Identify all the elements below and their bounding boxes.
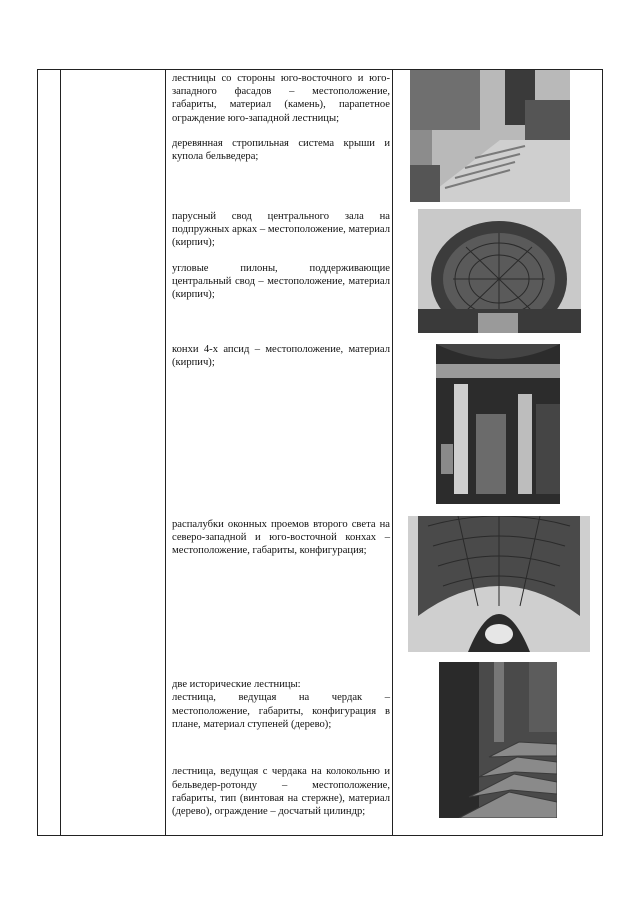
spiral-staircase-photo — [439, 662, 557, 818]
table-row-text — [172, 518, 390, 558]
table-row-text — [172, 210, 390, 301]
column-divider — [60, 70, 61, 835]
paragraph: парусный свод центрального зала на подпружных арках – местоположение, материал (кирпич); — [172, 211, 390, 249]
column-divider — [165, 70, 166, 835]
apse-columns-photo — [436, 344, 560, 504]
coffered-dome-photo — [418, 209, 581, 333]
paragraph: лестницы со стороны юго-восточного и юго-западного фасадов – местоположение, габариты, материал (камень), парапетное ограждение юго-западной лестницы; — [172, 73, 390, 124]
paragraph: угловые пилоны, поддерживающие центральный свод – местоположение, материал (кирпич); — [172, 262, 390, 301]
paragraph: конхи 4-х апсид – местоположение, материал (кирпич); — [172, 344, 390, 369]
paragraph: две исторические лестницы: лестница, ведущая на чердак – местоположение, габариты, конфигурация в плане, материал ступеней (дерево); — [172, 679, 390, 730]
table-row-text — [172, 343, 390, 369]
column-divider — [392, 70, 393, 835]
exterior-staircase-photo — [410, 70, 570, 202]
heritage-table — [37, 69, 603, 836]
coffered-conch-photo — [408, 516, 590, 652]
table-row-text — [172, 72, 390, 163]
table-row-text — [172, 665, 390, 831]
paragraph: деревянная стропильная система крыши и купола бельведера; — [172, 137, 390, 163]
paragraph: лестница, ведущая с чердака на колокольню и бельведер-ротонду – местоположение, габариты, тип (винтовая на стержне), материал (дерево), ограждение – досчатый цилиндр; — [172, 766, 390, 818]
paragraph: распалубки оконных проемов второго света на северо-западной и юго-восточной конхах – местоположение, габариты, конфигурация; — [172, 519, 390, 557]
